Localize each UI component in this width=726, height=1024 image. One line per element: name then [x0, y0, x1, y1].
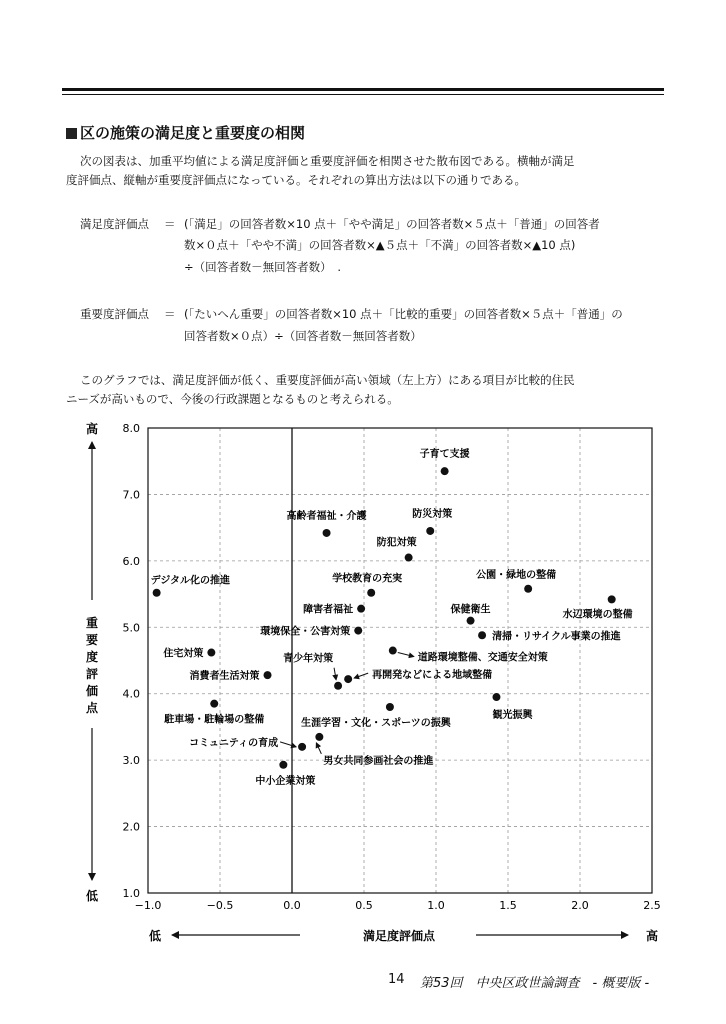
importance-formula-name: 重要度評価点	[80, 307, 149, 321]
scatter-point	[207, 649, 215, 657]
scatter-point	[389, 647, 397, 655]
scatter-point	[492, 693, 500, 701]
point-label: 生涯学習・文化・スポーツの振興	[301, 718, 451, 729]
label-leader-line	[316, 743, 321, 754]
scatter-point	[467, 617, 475, 625]
intro-line-2: 度評価点、縦軸が重要度評価点になっている。それぞれの算出方法は以下の通りである。	[66, 173, 526, 187]
satisfaction-formula-equals: ＝	[164, 217, 176, 231]
y-tick-label: 1.0	[122, 887, 140, 900]
y-tick-label: 6.0	[122, 554, 140, 568]
importance-formula-line-2: 回答者数×０点）÷（回答者数－無回答者数）	[184, 329, 422, 343]
point-label: 環境保全・公害対策	[260, 626, 351, 638]
summary-line-1: このグラフでは、満足度評価が低く、重要度評価が高い領域（左上方）にある項目が比較的住民	[80, 373, 575, 387]
x-tick-label: 1.5	[499, 899, 517, 912]
point-label: 青少年対策	[283, 653, 334, 665]
label-leader-line	[334, 668, 336, 680]
intro-line-1: 次の図表は、加重平均値による満足度評価と重要度評価を相関させた散布図である。横軸が満足	[80, 154, 575, 168]
x-axis-low-label: 低	[148, 929, 162, 943]
scatter-point	[367, 589, 375, 597]
x-tick-label: 2.0	[571, 899, 589, 912]
scatter-point	[441, 467, 449, 475]
satisfaction-formula-line-3: ÷（回答者数－無回答者数） .	[184, 260, 342, 274]
scatter-point	[344, 675, 352, 683]
point-label: 観光振興	[492, 710, 533, 722]
scatter-point	[405, 554, 413, 562]
point-label: 男女共同参画社会の推進	[323, 755, 434, 767]
y-axis-high-label: 高	[85, 422, 99, 436]
y-tick-label: 5.0	[122, 621, 140, 635]
point-label: 清掃・リサイクル事業の推進	[492, 631, 621, 643]
label-leader-line	[280, 742, 296, 747]
section-heading-text: 区の施策の満足度と重要度の相関	[80, 124, 306, 142]
scatter-point	[334, 682, 342, 690]
y-tick-label: 2.0	[122, 820, 140, 834]
x-tick-label: −1.0	[134, 899, 162, 912]
y-tick-label: 3.0	[122, 754, 140, 768]
point-label: 公園・緑地の整備	[476, 569, 557, 581]
y-axis-low-label: 低	[85, 889, 99, 903]
scatter-point	[323, 529, 331, 537]
point-label: デジタル化の推進	[150, 575, 231, 587]
y-tick-label: 7.0	[122, 488, 140, 502]
scatter-point	[298, 743, 306, 751]
y-tick-label: 8.0	[122, 422, 140, 435]
scatter-point	[608, 595, 616, 603]
point-label: 再開発などによる地域整備	[372, 670, 493, 682]
summary-line-2: ニーズが高いもので、今後の行政課題となるものと考えられる。	[66, 392, 399, 406]
x-axis-high-label: 高	[645, 929, 659, 943]
importance-formula-line-1: (「たいへん重要」の回答者数×10 点＋「比較的重要」の回答者数×５点＋「普通」の	[184, 307, 623, 321]
scatter-point	[386, 703, 394, 711]
x-axis-title: 満足度評価点	[362, 929, 436, 943]
plot-frame	[148, 428, 652, 893]
page-number: 14	[388, 972, 405, 987]
scatter-point	[478, 631, 486, 639]
point-label: 障害者福祉	[303, 604, 354, 616]
point-label: 保健衛生	[450, 604, 491, 616]
scatter-point	[354, 627, 362, 635]
chart-grid	[148, 428, 652, 893]
point-label: 水辺環境の整備	[562, 609, 633, 621]
scatter-point	[524, 585, 532, 593]
scatter-point	[357, 605, 365, 613]
point-label: 学校教育の充実	[332, 573, 403, 585]
point-label: 消費者生活対策	[189, 671, 260, 683]
satisfaction-formula-name: 満足度評価点	[80, 217, 149, 231]
point-label: 駐車場・駐輪場の整備	[164, 714, 265, 726]
scatter-point	[153, 589, 161, 597]
point-label: 高齢者福祉・介護	[286, 510, 367, 522]
x-tick-label: −0.5	[206, 899, 234, 912]
scatter-point	[426, 527, 434, 535]
point-label: 道路環境整備、交通安全対策	[417, 652, 548, 664]
y-tick-label: 4.0	[122, 687, 140, 701]
x-tick-label: 1.0	[427, 899, 445, 912]
scatter-point	[279, 761, 287, 769]
point-label: コミュニティの育成	[189, 737, 279, 749]
y-axis-title: 重要度評価点	[85, 616, 99, 715]
scatter-point	[264, 671, 272, 679]
satisfaction-formula-line-1: (「満足」の回答者数×10 点＋「やや満足」の回答者数×５点＋「普通」の回答者	[184, 217, 600, 231]
point-label: 住宅対策	[163, 648, 204, 660]
point-label: 中小企業対策	[255, 775, 316, 787]
x-tick-label: 0.0	[283, 899, 301, 912]
point-label: 防災対策	[412, 508, 453, 520]
point-label: 子育て支援	[419, 449, 470, 461]
x-tick-label: 0.5	[355, 899, 373, 912]
point-label: 防犯対策	[376, 537, 417, 549]
satisfaction-formula-line-2: 数×０点＋「やや不満」の回答者数×▲５点＋「不満」の回答者数×▲10 点)	[184, 238, 576, 252]
label-leader-line	[354, 673, 368, 678]
scatter-point	[315, 733, 323, 741]
scatter-point	[210, 700, 218, 708]
importance-formula-equals: ＝	[164, 307, 176, 321]
report-title: 第53回 中央区政世論調査 - 概要版 -	[420, 976, 650, 991]
x-tick-label: 2.5	[643, 899, 661, 912]
label-leader-line	[398, 653, 414, 657]
